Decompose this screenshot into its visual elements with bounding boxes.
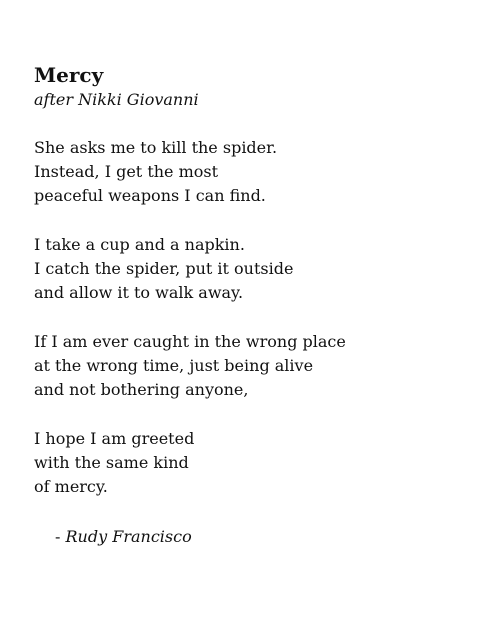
poem-line: at the wrong time, just being alive <box>34 356 314 375</box>
stanza-3 <box>34 330 474 402</box>
poem-line: Instead, I get the most <box>34 162 219 181</box>
poem-attribution <box>34 525 474 549</box>
poem-line: peaceful weapons I can find. <box>34 186 266 205</box>
attribution-author: Rudy Francisco <box>65 527 192 546</box>
poem-line: of mercy. <box>34 477 108 496</box>
stanza-4 <box>34 427 474 499</box>
poem-line: I catch the spider, put it outside <box>34 259 294 278</box>
attribution-dash: - <box>55 527 66 546</box>
poem-body <box>34 62 474 549</box>
poem-line: She asks me to kill the spider. <box>34 138 278 157</box>
poem-line: If I am ever caught in the wrong place <box>34 332 346 351</box>
poem-line: I take a cup and a napkin. <box>34 235 245 254</box>
stanza-2 <box>34 233 474 305</box>
poem-line: I hope I am greeted <box>34 429 195 448</box>
poem-line: with the same kind <box>34 453 189 472</box>
poem-line: and allow it to walk away. <box>34 283 244 302</box>
poem-title: Mercy <box>34 63 104 87</box>
stanza-1 <box>34 136 474 208</box>
poem-subtitle: after Nikki Giovanni <box>34 90 199 109</box>
poem-line: and not bothering anyone, <box>34 380 249 399</box>
